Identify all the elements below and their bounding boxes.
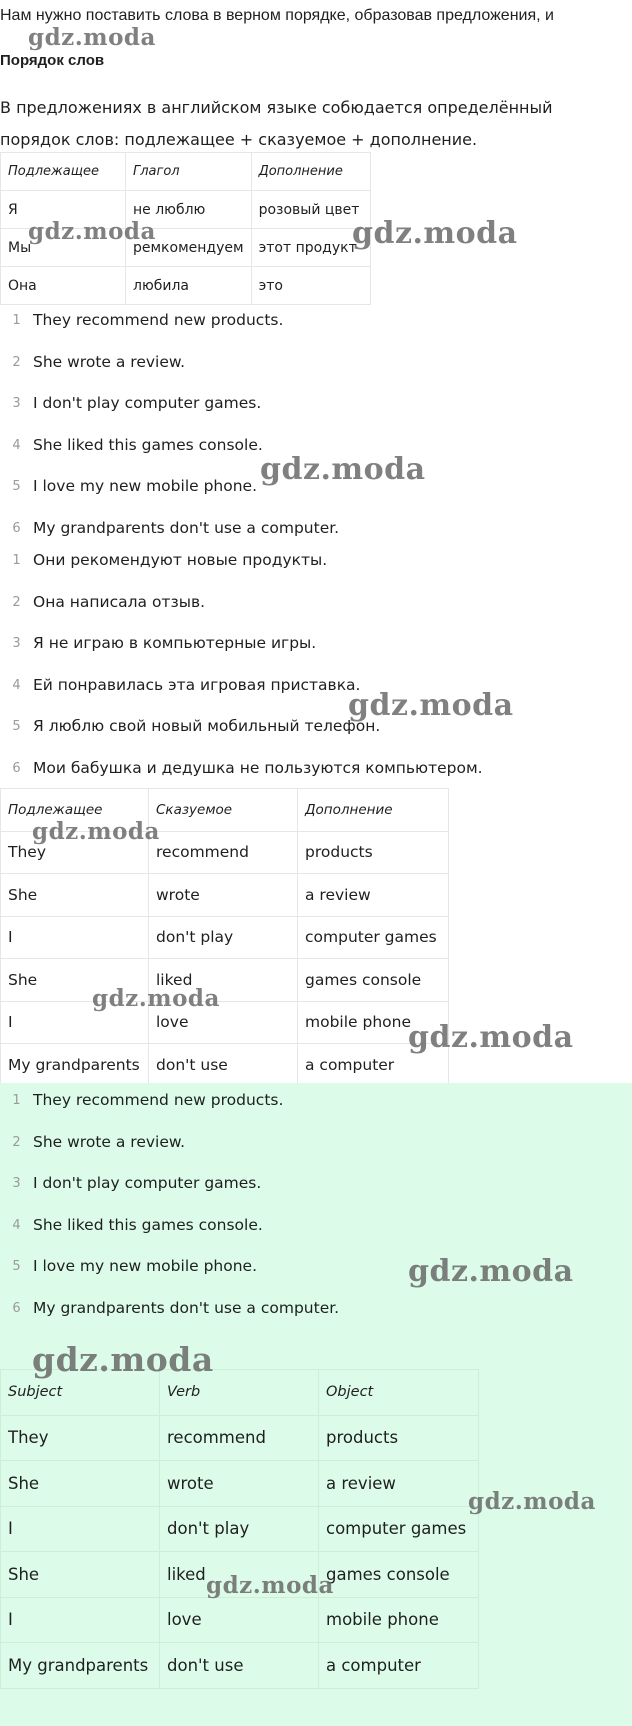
item-number: 5 (12, 719, 21, 734)
table-cell: She (1, 1552, 160, 1598)
table-cell: She (1, 874, 149, 917)
table-cell: They (1, 1415, 160, 1461)
table-cell: computer games (298, 916, 449, 959)
watermark: gdz.moda (352, 216, 518, 251)
watermark: gdz.moda (408, 1254, 574, 1289)
item-text: Я не играю в компьютерные игры. (33, 634, 317, 652)
table-cell: не люблю (126, 191, 252, 229)
watermark: gdz.moda (260, 452, 426, 487)
table-header: Подлежащее (1, 789, 149, 832)
table-header: Verb (160, 1370, 319, 1416)
list-item (0, 1133, 339, 1175)
list-item (0, 634, 483, 676)
item-number: 3 (12, 1176, 21, 1191)
item-text: Она написала отзыв. (33, 592, 206, 611)
list-item (0, 353, 339, 395)
table-header: Глагол (126, 153, 252, 191)
item-number: 2 (12, 1134, 21, 1150)
item-text: They recommend new products. (33, 1091, 284, 1109)
table-cell: love (149, 1001, 298, 1044)
list-item (0, 551, 483, 593)
table-cell: don't play (149, 916, 298, 959)
item-text: My grandparents don't use a computer. (33, 1298, 340, 1317)
item-text: She wrote a review. (33, 352, 186, 371)
item-text: I don't play computer games. (33, 1174, 262, 1192)
table-cell: wrote (160, 1461, 319, 1507)
table-row (1, 1001, 449, 1044)
table-cell: розовый цвет (251, 191, 370, 229)
list-item (0, 1216, 339, 1258)
table-cell: mobile phone (319, 1597, 479, 1643)
table-cell: recommend (160, 1415, 319, 1461)
russian-sentence-list (0, 551, 483, 800)
item-number: 5 (12, 1259, 21, 1274)
section-heading: Порядок слов (0, 52, 105, 69)
item-number: 2 (12, 354, 21, 370)
table-row (1, 959, 449, 1002)
intro-text: Нам нужно поставить слова в верном порядке, образовав предложения, и (0, 7, 554, 24)
watermark: gdz.moda (92, 985, 220, 1012)
table-cell: любила (126, 267, 252, 305)
table-cell: My grandparents (1, 1044, 149, 1087)
item-number: 2 (12, 594, 21, 610)
table-cell: products (319, 1415, 479, 1461)
list-item (0, 1091, 339, 1133)
item-number: 4 (12, 1217, 21, 1233)
item-number: 1 (12, 313, 21, 328)
item-text: Ей понравилась эта игровая приставка. (33, 675, 361, 694)
table-cell: She (1, 959, 149, 1002)
table-cell: She (1, 1461, 160, 1507)
table-cell: a review (298, 874, 449, 917)
item-text: She wrote a review. (33, 1132, 186, 1151)
watermark: gdz.moda (348, 688, 514, 723)
list-item (0, 1174, 339, 1216)
list-item (0, 311, 339, 353)
watermark: gdz.moda (468, 1488, 596, 1515)
item-text: She liked this games console. (33, 435, 263, 454)
table-cell: computer games (319, 1506, 479, 1552)
table-cell: это (251, 267, 370, 305)
table-cell: love (160, 1597, 319, 1643)
item-text: Я люблю свой новый мобильный телефон. (33, 717, 381, 735)
table-cell: My grandparents (1, 1643, 160, 1689)
table-header: Дополнение (251, 153, 370, 191)
item-text: They recommend new products. (33, 311, 284, 329)
item-number: 1 (12, 553, 21, 568)
item-number: 4 (12, 677, 21, 693)
item-text: I love my new mobile phone. (33, 477, 258, 495)
list-item (0, 1299, 339, 1341)
item-text: Они рекомендуют новые продукты. (33, 551, 328, 569)
table-cell: a computer (319, 1643, 479, 1689)
table-cell: a review (319, 1461, 479, 1507)
item-text: I don't play computer games. (33, 394, 262, 412)
table-row (1, 1643, 479, 1689)
table-cell: They (1, 831, 149, 874)
item-number: 1 (12, 1093, 21, 1108)
table-row (1, 1597, 479, 1643)
watermark: gdz.moda (28, 218, 156, 245)
table-header-row (1, 153, 371, 191)
table-header: Object (319, 1370, 479, 1416)
table-cell: wrote (149, 874, 298, 917)
table-cell: liked (160, 1552, 319, 1598)
table-row (1, 1415, 479, 1461)
table-cell: I (1, 916, 149, 959)
table-cell: Она (1, 267, 126, 305)
table-cell: liked (149, 959, 298, 1002)
table-row (1, 1044, 449, 1087)
table-row (1, 874, 449, 917)
list-item (0, 717, 483, 759)
item-number: 6 (12, 760, 21, 776)
table-cell: Мы (1, 229, 126, 267)
table-cell: Я (1, 191, 126, 229)
answer-table (0, 1369, 479, 1689)
table-row (1, 1506, 479, 1552)
item-number: 4 (12, 437, 21, 453)
table-header: Подлежащее (1, 153, 126, 191)
item-text: My grandparents don't use a computer. (33, 518, 340, 537)
item-number: 6 (12, 520, 21, 536)
table-cell: a computer (298, 1044, 449, 1087)
table-header: Subject (1, 1370, 160, 1416)
table-cell: don't play (160, 1506, 319, 1552)
item-number: 6 (12, 1300, 21, 1316)
table-cell: don't use (160, 1643, 319, 1689)
item-text: She liked this games console. (33, 1215, 263, 1234)
item-text: I love my new mobile phone. (33, 1257, 258, 1275)
table-row (1, 916, 449, 959)
table-cell: games console (319, 1552, 479, 1598)
answer-sentence-list (0, 1091, 339, 1340)
rule-text: В предложениях в английском языке собюдается определённый порядок слов: подлежащее + сказуемое + дополнение. (0, 98, 553, 149)
list-item (0, 593, 483, 635)
item-text: Мои бабушка и дедушка не пользуются компьютером. (33, 758, 483, 777)
table-header: Дополнение (298, 789, 449, 832)
table-cell: ремкомендуем (126, 229, 252, 267)
table-cell: I (1, 1597, 160, 1643)
english-sentence-list (0, 311, 339, 560)
watermark: gdz.moda (206, 1572, 334, 1599)
item-number: 3 (12, 396, 21, 411)
watermark: gdz.moda (408, 1020, 574, 1055)
table-row (1, 1461, 479, 1507)
table-row (1, 267, 371, 305)
table-cell: I (1, 1001, 149, 1044)
table-cell: I (1, 1506, 160, 1552)
table-cell: mobile phone (298, 1001, 449, 1044)
table-cell: games console (298, 959, 449, 1002)
table-header: Сказуемое (149, 789, 298, 832)
list-item (0, 394, 339, 436)
watermark: gdz.moda (32, 818, 160, 845)
item-number: 3 (12, 636, 21, 651)
watermark: gdz.moda (32, 1340, 214, 1379)
table-cell: recommend (149, 831, 298, 874)
item-number: 5 (12, 479, 21, 494)
table-cell: products (298, 831, 449, 874)
table-cell: don't use (149, 1044, 298, 1087)
watermark: gdz.moda (28, 24, 156, 51)
list-item (0, 1257, 339, 1299)
table-cell: этот продукт (251, 229, 370, 267)
